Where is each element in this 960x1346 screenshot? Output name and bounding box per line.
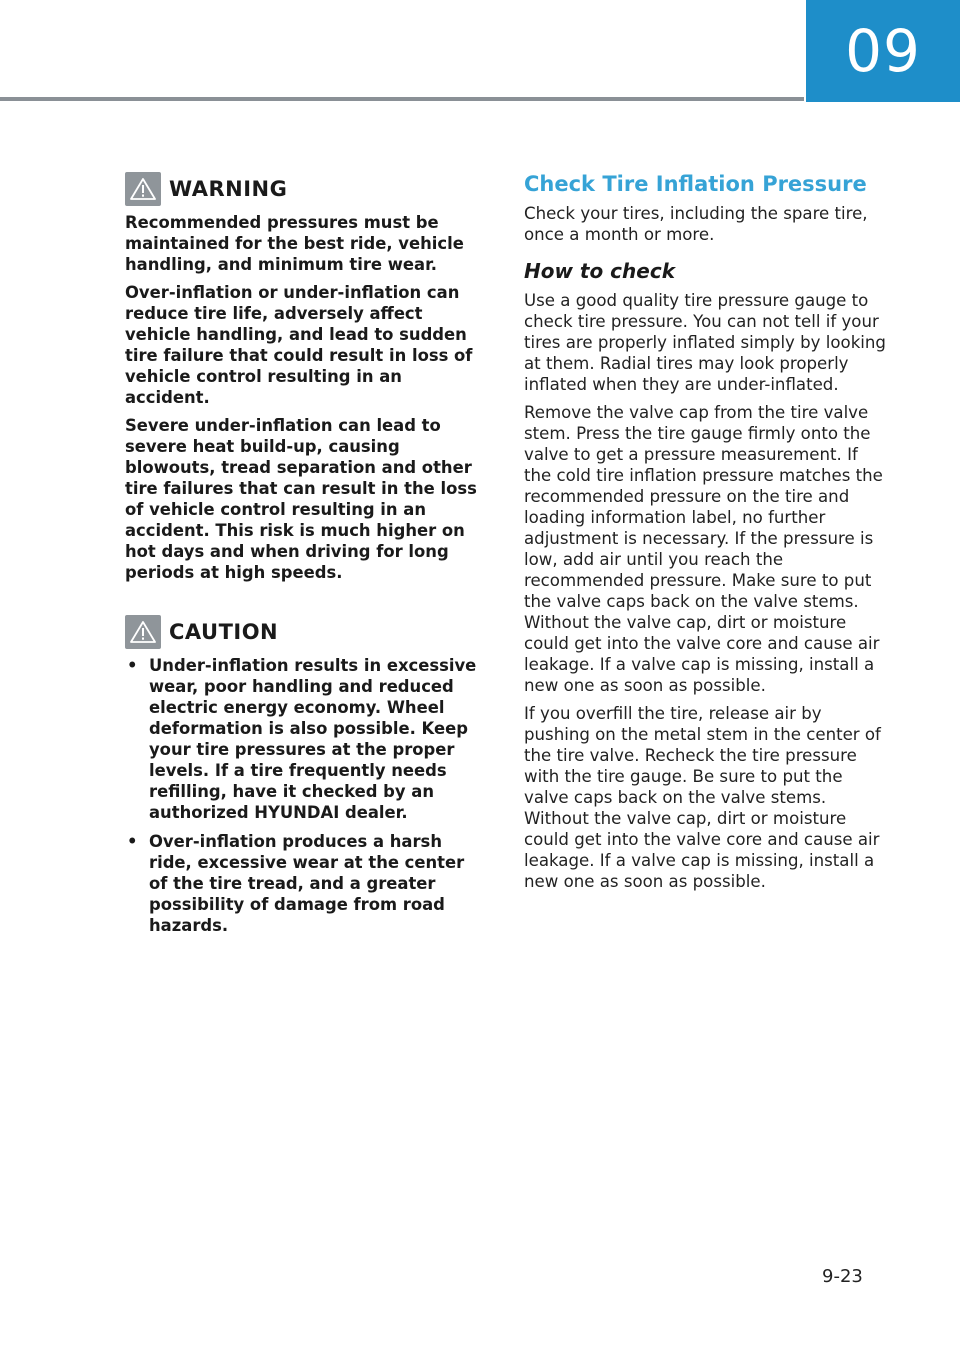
warning-box (125, 172, 487, 583)
warning-triangle-icon (125, 172, 161, 206)
caution-item-text: Over-inflation produces a harsh ride, excessive wear at the center of the tire tread, and a greater possibility of damage from road hazards. (149, 832, 465, 935)
caution-title: CAUTION (169, 620, 279, 644)
body-paragraph: If you overfill the tire, release air by pushing on the metal stem in the center of the tire valve. Recheck the tire pressure with the tire gauge. Be sure to put the valve caps back on the valve stems. Without the valve cap, dirt or moisture could get into the valve core and cause air leakage. If a valve cap is missing, install a new one as soon as possible. (524, 704, 881, 891)
chapter-tab (806, 0, 960, 102)
body-paragraph: Remove the valve cap from the tire valve stem. Press the tire gauge firmly onto the valve to get a pressure measurement. If the cold tire inflation pressure matches the recommended pressure on the tire and loading information label, no further adjustment is necessary. If the pressure is low, add air until you reach the recommended pressure. Make sure to put the valve caps back on the valve stems. Without the valve cap, dirt or moisture could get into the valve core and cause air leakage. If a valve cap is missing, install a new one as soon as possible. (524, 403, 883, 695)
left-column (125, 172, 487, 944)
list-item (125, 655, 487, 823)
section-intro: Check your tires, including the spare tire, once a month or more. (524, 204, 868, 244)
warning-triangle-icon (125, 615, 161, 649)
body-paragraph: Use a good quality tire pressure gauge to check tire pressure. You can not tell if your tires are properly inflated simply by looking at them. Radial tires may look properly inflated when they are under-inflated. (524, 291, 886, 394)
warning-paragraph: Over-inflation or under-inflation can reduce tire life, adversely affect vehicle handling, and lead to sudden tire failure that could result in loss of vehicle control resulting in an accident. (125, 283, 473, 407)
caution-box (125, 615, 487, 936)
caution-header (125, 615, 487, 649)
chapter-number: 09 (845, 17, 921, 85)
list-item (125, 831, 487, 936)
bullet: • (127, 656, 138, 675)
caution-item-text: Under-inflation results in excessive wear, poor handling and reduced electric energy economy. Wheel deformation is also possible. Keep your tire pressures at the proper levels. If a tire frequently needs refilling, have it checked by an authorized HYUNDAI dealer. (149, 656, 477, 822)
right-column (524, 172, 886, 899)
warning-paragraph: Recommended pressures must be maintained for the best ride, vehicle handling, and minimum tire wear. (125, 213, 464, 274)
bullet: • (127, 832, 138, 851)
warning-header (125, 172, 487, 206)
page-number: 9-23 (822, 1266, 863, 1287)
section-title: Check Tire Inflation Pressure (524, 172, 867, 196)
header-rule (0, 97, 804, 101)
warning-paragraph: Severe under-inflation can lead to severe heat build-up, causing blowouts, tread separation and other tire failures that can result in the loss of vehicle control resulting in an accident. This risk is much higher on hot days and when driving for long periods at high speeds. (125, 416, 477, 582)
caution-list (125, 655, 487, 936)
subsection-title: How to check (524, 259, 675, 283)
warning-title: WARNING (169, 177, 288, 201)
